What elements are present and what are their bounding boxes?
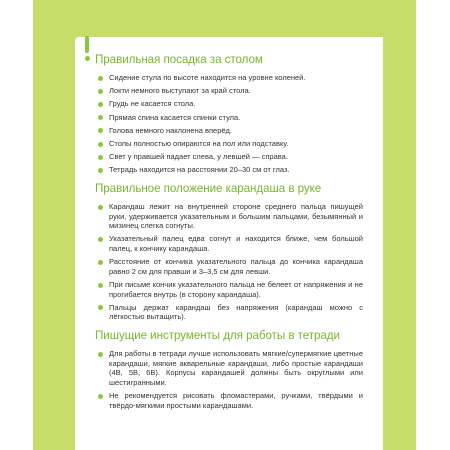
- section-heading: Правильное положение карандаша в руке: [95, 182, 322, 195]
- list-item: Для работы в тетради лучше использовать мягкие/супермягкие цветные карандаши, мягкие акварельные карандаши, либо простые карандаши (4B, 5B, 6B). Корпусы карандашей должны быть округлыми или шестигранными.: [95, 349, 363, 387]
- list-item: Голова немного наклонена вперёд.: [95, 126, 363, 136]
- section-heading: Пишущие инструменты для работы в тетради: [95, 329, 340, 342]
- bullet-list: [95, 202, 363, 322]
- list-item: Прямая спина касается спинки стула.: [95, 113, 363, 123]
- exclamation-icon: [80, 33, 94, 65]
- section-sitting-posture: [95, 53, 363, 179]
- list-item: Грудь не касается стола.: [95, 99, 363, 109]
- list-item: Стопы полностью опираются на пол или подставку.: [95, 139, 363, 149]
- list-item: При письме кончик указательного пальца не белеет от напряжения и не прогибается внутрь (в сторону карандаша).: [95, 280, 363, 299]
- list-item: Тетрадь находится на расстоянии 20–30 см от глаз.: [95, 165, 363, 175]
- section-writing-tools: [95, 329, 363, 414]
- list-item: Пальцы держат карандаш без напряжения (карандаш можно с лёгкостью вытащить).: [95, 303, 363, 322]
- list-item: Свет у правшей падает слева, у левшей — справа.: [95, 152, 363, 162]
- list-item: Указательный палец едва согнут и находится ближе, чем большой палец, к кончику карандаша.: [95, 234, 363, 253]
- list-item: Локти немного выступают за край стола.: [95, 86, 363, 96]
- section-heading: Правильная посадка за столом: [95, 53, 263, 66]
- bullet-list: [95, 73, 363, 175]
- list-item: Не рекомендуется рисовать фломастерами, ручками, твёрдыми и твёрдо-мягкими простыми карандашами.: [95, 391, 363, 410]
- section-pencil-grip: [95, 182, 363, 326]
- bullet-list: [95, 349, 363, 410]
- list-item: Сидение стула по высоте находится на уровне коленей.: [95, 73, 363, 83]
- list-item: Расстояние от кончика указательного пальца до кончика карандаша равно 2 см для правши и 3–3,5 см для левши.: [95, 257, 363, 276]
- list-item: Карандаш лежит на внутренней стороне среднего пальца пишущей руки, удерживается указательным и большим пальцами, безымянный и мизинец слегка согнуты.: [95, 202, 363, 231]
